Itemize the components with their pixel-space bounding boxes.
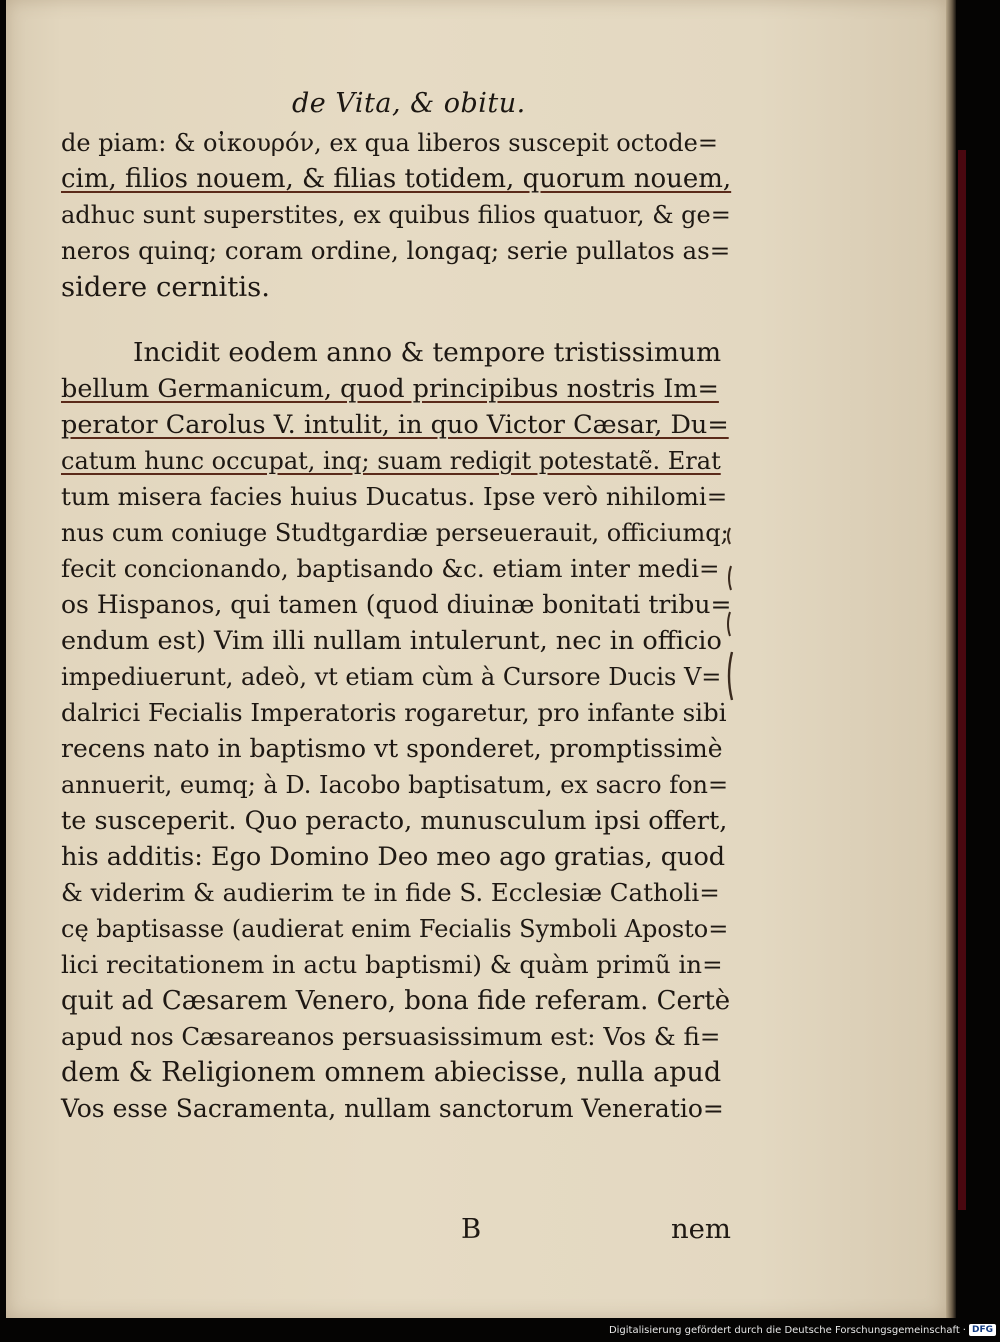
text-line: os Hispanos, qui tamen (quod diuinæ bonitati tribu= (61, 590, 732, 619)
margin-bracket-marks (724, 516, 744, 756)
text-line: neros quinq; coram ordine, longaq; serie pullatos as= (61, 236, 731, 265)
text-line: endum est) Vim illi nullam intulerunt, nec in officio (61, 626, 722, 656)
text-line: cę baptisasse (audierat enim Fecialis Symboli Aposto= (61, 915, 729, 943)
text-line: Incidit eodem anno & tempore tristissimum (133, 337, 722, 368)
text-line: quit ad Cæsarem Venero, bona fide referam. Certè (61, 986, 731, 1016)
catchword: nem (670, 1213, 731, 1245)
text-line: impediuerunt, adeò, vt etiam cùm à Cursore Ducis V= (61, 663, 722, 691)
running-header: de Vita, & obitu. (292, 88, 526, 119)
text-line: nus cum coniuge Studtgardiæ perseuerauit, officiumq; (61, 519, 729, 547)
text-line: his additis: Ego Domino Deo meo ago gratias, quod (61, 842, 726, 872)
page-edge (946, 0, 956, 1318)
text-line: de piam: & οἰκουρόν, ex qua liberos suscepit octode= (61, 129, 718, 157)
text-line: cim, filios nouem, & filias totidem, quorum nouem, (61, 164, 732, 194)
text-line: adhuc sunt superstites, ex quibus filios quatuor, & ge= (61, 201, 731, 229)
text-line: bellum Germanicum, quod principibus nostris Im= (61, 374, 719, 404)
text-line: lici recitationem in actu baptismi) & quàm primũ in= (61, 950, 723, 979)
page-foot (61, 1212, 731, 1246)
text-line: Vos esse Sacramenta, nullam sanctorum Veneratio= (61, 1094, 724, 1123)
text-line: & viderim & audierim te in fide S. Ecclesiæ Catholi= (61, 878, 720, 907)
text-line: perator Carolus V. intulit, in quo Victor Cæsar, Du= (61, 410, 729, 440)
book-page (6, 0, 946, 1318)
text-line: recens nato in baptismo vt sponderet, promptissimè (61, 734, 723, 763)
text-line: catum hunc occupat, inq; suam redigit potestatẽ. Erat (61, 447, 721, 475)
text-line: sidere cernitis. (61, 271, 270, 303)
text-line: dem & Religionem omnem abiecisse, nulla apud (61, 1057, 722, 1088)
text-line: annuerit, eumq; à D. Iacobo baptisatum, ex sacro fon= (61, 771, 729, 799)
text-line: apud nos Cæsareanos persuasissimum est: Vos & fi= (61, 1022, 721, 1051)
digitization-credit: Digitalisierung gefördert durch die Deutsche Forschungsgemeinschaft · DFG (609, 1324, 996, 1336)
text-line: fecit concionando, baptisando &c. etiam inter medi= (61, 554, 720, 583)
dfg-logo: DFG (969, 1324, 996, 1336)
credit-text: Digitalisierung gefördert durch die Deutsche Forschungsgemeinschaft (608, 1324, 960, 1336)
text-line: dalrici Fecialis Imperatoris rogaretur, pro infante sibi (61, 698, 727, 727)
signature-mark: B (461, 1213, 482, 1245)
book-edge-band (958, 150, 966, 1210)
text-line: te susceperit. Quo peracto, munusculum ipsi offert, (61, 806, 728, 836)
text-line: tum misera facies huius Ducatus. Ipse verò nihilomi= (61, 482, 728, 511)
